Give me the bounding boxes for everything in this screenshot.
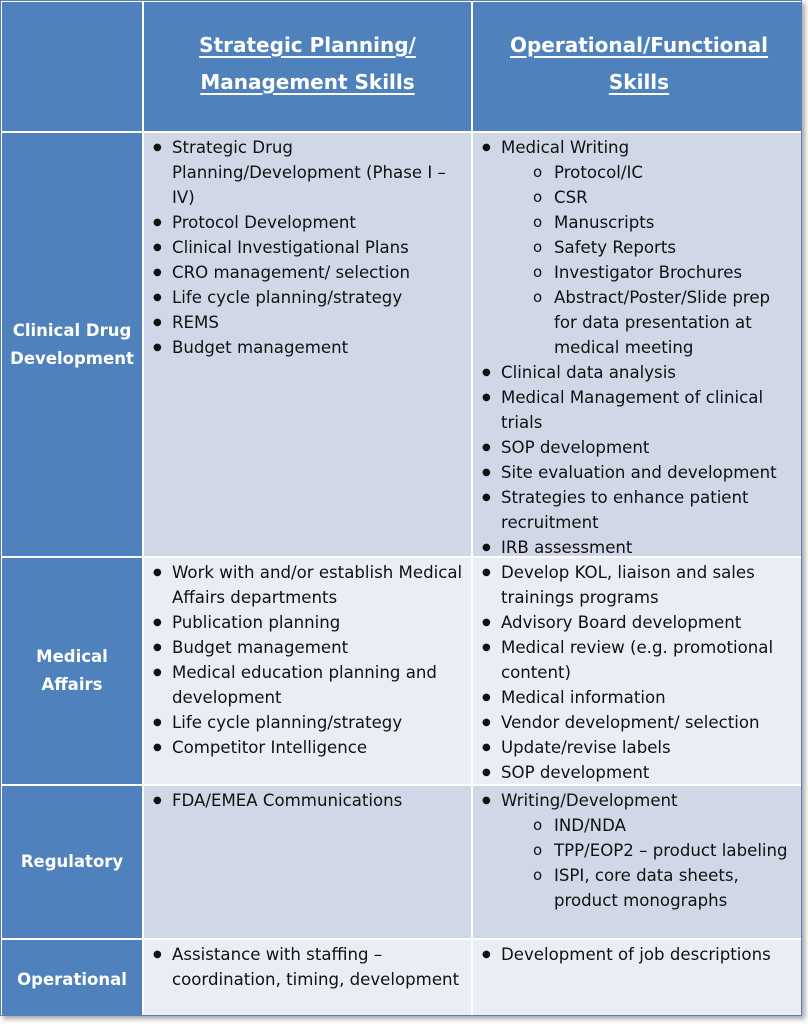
list-item: ● Development of job descriptions	[479, 942, 797, 967]
header-strategic-title	[199, 27, 416, 101]
row-label-medical-affairs	[2, 558, 142, 784]
row-label-line1: Operational	[17, 970, 127, 989]
header-operational-skills	[473, 2, 802, 131]
bullet-list	[479, 942, 797, 967]
bullet-list	[150, 788, 463, 813]
cell-medical-affairs-strategic	[144, 558, 471, 784]
list-item: ● Budget management	[150, 635, 463, 660]
list-item: ● SOP development	[479, 435, 797, 460]
cell-medical-affairs-operational	[473, 558, 802, 784]
list-item: ● Protocol Development	[150, 210, 463, 235]
sub-list-item: o Investigator Brochures	[479, 260, 797, 285]
list-item: ● IRB assessment	[479, 535, 797, 560]
list-item: ● Clinical data analysis	[479, 360, 797, 385]
header-strategic-line1: Strategic Planning/	[199, 32, 416, 57]
cell-clinical-operational	[473, 133, 802, 556]
list-item: ● Medical education planning and development	[150, 660, 463, 710]
list-item: ● Work with and/or establish Medical Affairs departments	[150, 560, 463, 610]
row-label-line1: Regulatory	[20, 852, 124, 871]
cell-operational-strategic	[144, 940, 471, 1016]
list-item: ● Medical information	[479, 685, 797, 710]
list-item: ● Medical review (e.g. promotional content)	[479, 635, 797, 685]
list-item: ● CRO management/ selection	[150, 260, 463, 285]
list-item: ● Writing/Development	[479, 788, 797, 813]
list-item: ● Vendor development/ selection	[479, 710, 797, 735]
sub-list-item: o Safety Reports	[479, 235, 797, 260]
list-item: ● Budget management	[150, 335, 463, 360]
row-label-line1: Medical	[36, 647, 108, 666]
bullet-list	[150, 135, 463, 360]
row-label-operational	[2, 940, 142, 1016]
list-item: ● Publication planning	[150, 610, 463, 635]
list-item: ● SOP development	[479, 760, 797, 785]
header-strategic-line2: Management Skills	[200, 69, 415, 94]
bullet-list	[150, 560, 463, 760]
list-item: ● Clinical Investigational Plans	[150, 235, 463, 260]
list-item: ● Strategies to enhance patient recruitment	[479, 485, 797, 535]
skills-table	[2, 2, 802, 1016]
header-operational-line1: Operational/Functional	[509, 32, 769, 57]
list-item: ● REMS	[150, 310, 463, 335]
bullet-list	[150, 942, 463, 992]
sub-list-item: o Abstract/Poster/Slide prep for data presentation at medical meeting	[479, 285, 797, 360]
list-item: ● Update/revise labels	[479, 735, 797, 760]
list-item: ● Advisory Board development	[479, 610, 797, 635]
row-label-line2: Development	[10, 348, 134, 368]
row-label-clinical-drug-development	[2, 133, 142, 556]
corner-header-cell	[2, 2, 142, 131]
header-operational-line2: Skills	[608, 69, 670, 94]
list-item: ● Assistance with staffing – coordination, timing, development	[150, 942, 463, 992]
sub-list-item: o IND/NDA	[479, 813, 797, 838]
list-item: ● FDA/EMEA Communications	[150, 788, 463, 813]
row-label-line2: Affairs	[41, 675, 103, 694]
sub-list-item: o TPP/EOP2 – product labeling	[479, 838, 797, 863]
header-operational-title	[510, 27, 768, 101]
sub-list-item: o Manuscripts	[479, 210, 797, 235]
header-strategic-skills	[144, 2, 471, 131]
bullet-list	[479, 788, 797, 913]
list-item: ● Life cycle planning/strategy	[150, 285, 463, 310]
bullet-list	[479, 560, 797, 785]
cell-clinical-strategic	[144, 133, 471, 556]
list-item: ● Competitor Intelligence	[150, 735, 463, 760]
list-item: ● Medical Management of clinical trials	[479, 385, 797, 435]
cell-operational-operational	[473, 940, 802, 1016]
list-item: ● Life cycle planning/strategy	[150, 710, 463, 735]
sub-list-item: o CSR	[479, 185, 797, 210]
list-item: ● Medical Writing	[479, 135, 797, 160]
cell-regulatory-strategic	[144, 786, 471, 938]
row-label-regulatory	[2, 786, 142, 938]
list-item: ● Strategic Drug Planning/Development (Phase I – IV)	[150, 135, 463, 210]
row-label-line1: Clinical Drug	[12, 320, 132, 340]
list-item: ● Develop KOL, liaison and sales trainings programs	[479, 560, 797, 610]
cell-regulatory-operational	[473, 786, 802, 938]
list-item: ● Site evaluation and development	[479, 460, 797, 485]
sub-list-item: o ISPI, core data sheets, product monographs	[479, 863, 797, 913]
sub-list-item: o Protocol/IC	[479, 160, 797, 185]
bullet-list	[479, 135, 797, 560]
